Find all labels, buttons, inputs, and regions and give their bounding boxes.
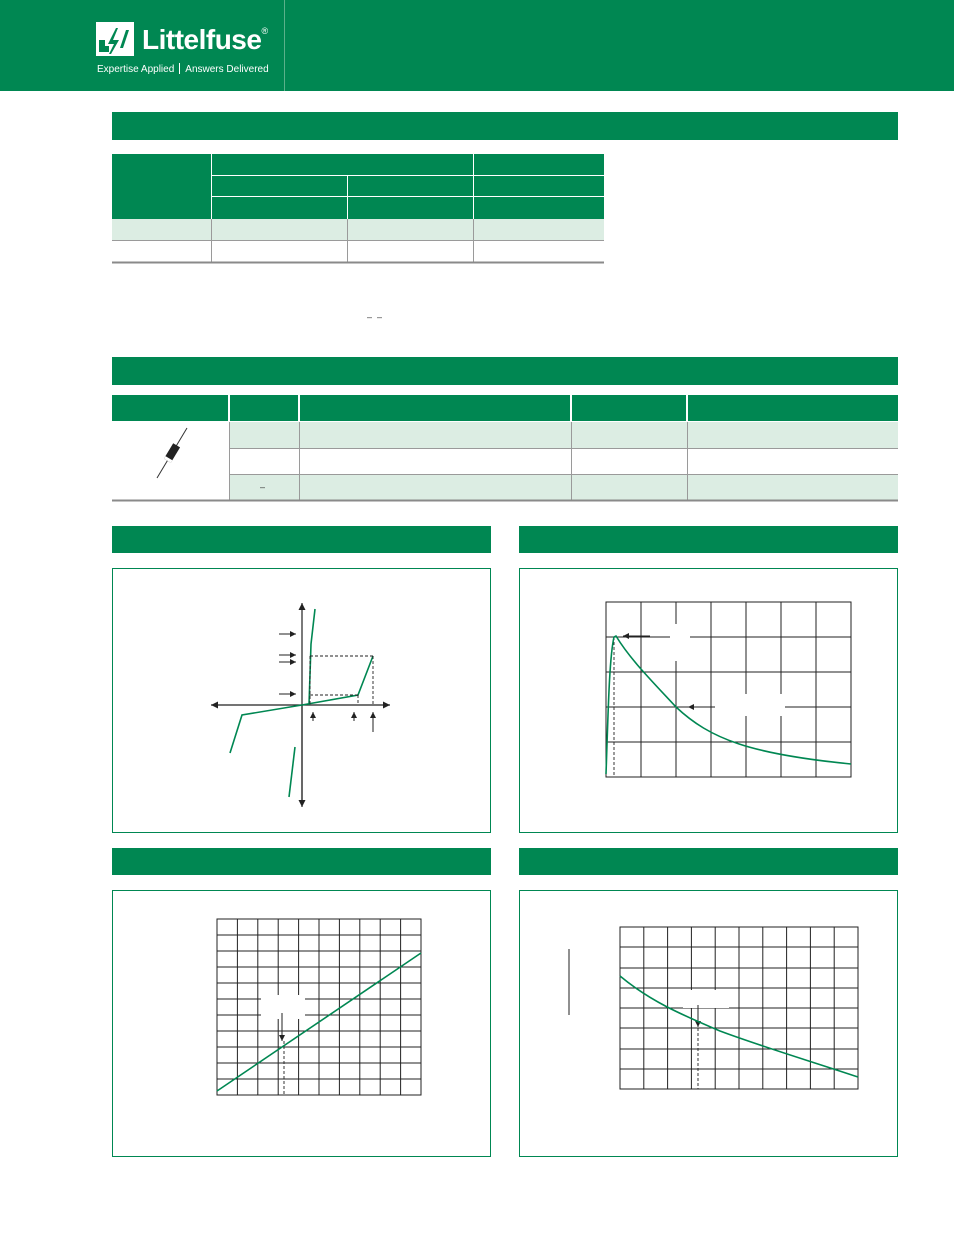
vi-curve-reverse [230, 705, 302, 753]
diode-symbol-icon [157, 428, 187, 478]
figure-band-bottom-left [112, 848, 491, 875]
vi-curve-breakdown-lower [289, 747, 295, 797]
footnote-marks: – – [367, 312, 383, 322]
figure-band-bottom-right [519, 848, 898, 875]
brand-name: Littelfuse® [142, 24, 268, 55]
device-symbol-table [112, 395, 898, 505]
figure-band-top-left [112, 526, 491, 553]
falling-curve-panel [519, 890, 898, 1157]
section-band-2 [112, 357, 898, 385]
vi-characteristic-panel [112, 568, 491, 833]
brand-tagline: Expertise Applied Answers Delivered [97, 64, 269, 75]
ratings-table [112, 154, 604, 266]
rising-line-panel [112, 890, 491, 1157]
littelfuse-logo-icon [96, 22, 134, 56]
page-header [0, 0, 954, 91]
vi-characteristic-figure [113, 569, 490, 832]
pulse-waveform-chart [520, 569, 897, 832]
falling-curve-chart [520, 891, 897, 1156]
header-divider [284, 0, 285, 91]
vi-curve-forward [302, 656, 373, 705]
symbol-table-mark: – [260, 482, 266, 492]
pulse-waveform-panel [519, 568, 898, 833]
rising-line-chart [113, 891, 490, 1156]
figure-band-top-right [519, 526, 898, 553]
section-band-1 [112, 112, 898, 140]
